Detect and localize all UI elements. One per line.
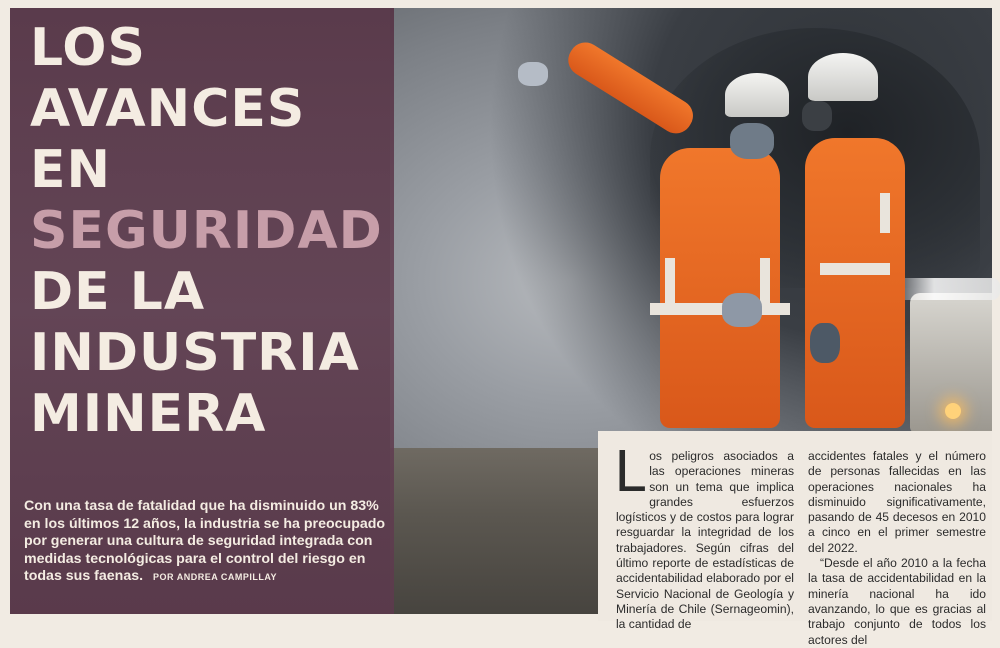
magazine-page [10, 8, 992, 647]
title-line: DE LA [30, 262, 206, 322]
body-paragraph: “Desde el año 2010 a la fecha la tasa de accidentabilidad en la minería nacional ha ido avanzando, lo que es gracias al trabajo conjunto de todos los actores del [808, 556, 986, 647]
article-body [598, 431, 992, 647]
title-line: INDUSTRIA [30, 323, 360, 383]
title-line-accent: SEGURIDAD [30, 201, 383, 261]
worker-standing [780, 53, 920, 428]
body-column-2 [808, 449, 986, 648]
title-line: AVANCES [30, 79, 306, 139]
body-paragraph: os peligros asociados a las operaciones mineras son un tema que implica grandes esfuerzos logísticos y de costos para lograr resguardar la integridad de los trabajadores. Según cifras del último reporte de estadísticas de accidentabilidad elaborado por el Servicio Nacional de Geología y Minería de Chile (Sernageomin), la cantidad de [616, 449, 794, 632]
lead-text: Con una tasa de fatalidad que ha disminuido un 83% en los últimos 12 años, la industria se ha preocupado por generar una cultura de seguridad integrada con medidas tecnológicas para el control del riesgo en todas sus faenas. [24, 498, 386, 584]
drop-cap: L [614, 440, 646, 505]
vehicle-light [945, 403, 961, 419]
article-title [30, 18, 390, 445]
body-paragraph: accidentes fatales y el número de personas fallecidas en las operaciones nacionales ha disminuido significativamente, pasando de 45 decesos en 2010 a cinco en el primer semestre del 2022. [808, 449, 986, 555]
body-column-1 [614, 440, 794, 633]
title-line: LOS [30, 18, 146, 78]
byline: POR ANDREA CAMPILLAY [153, 572, 278, 582]
title-line: MINERA [30, 384, 267, 444]
title-line: EN [30, 140, 112, 200]
article-lead [24, 498, 394, 587]
